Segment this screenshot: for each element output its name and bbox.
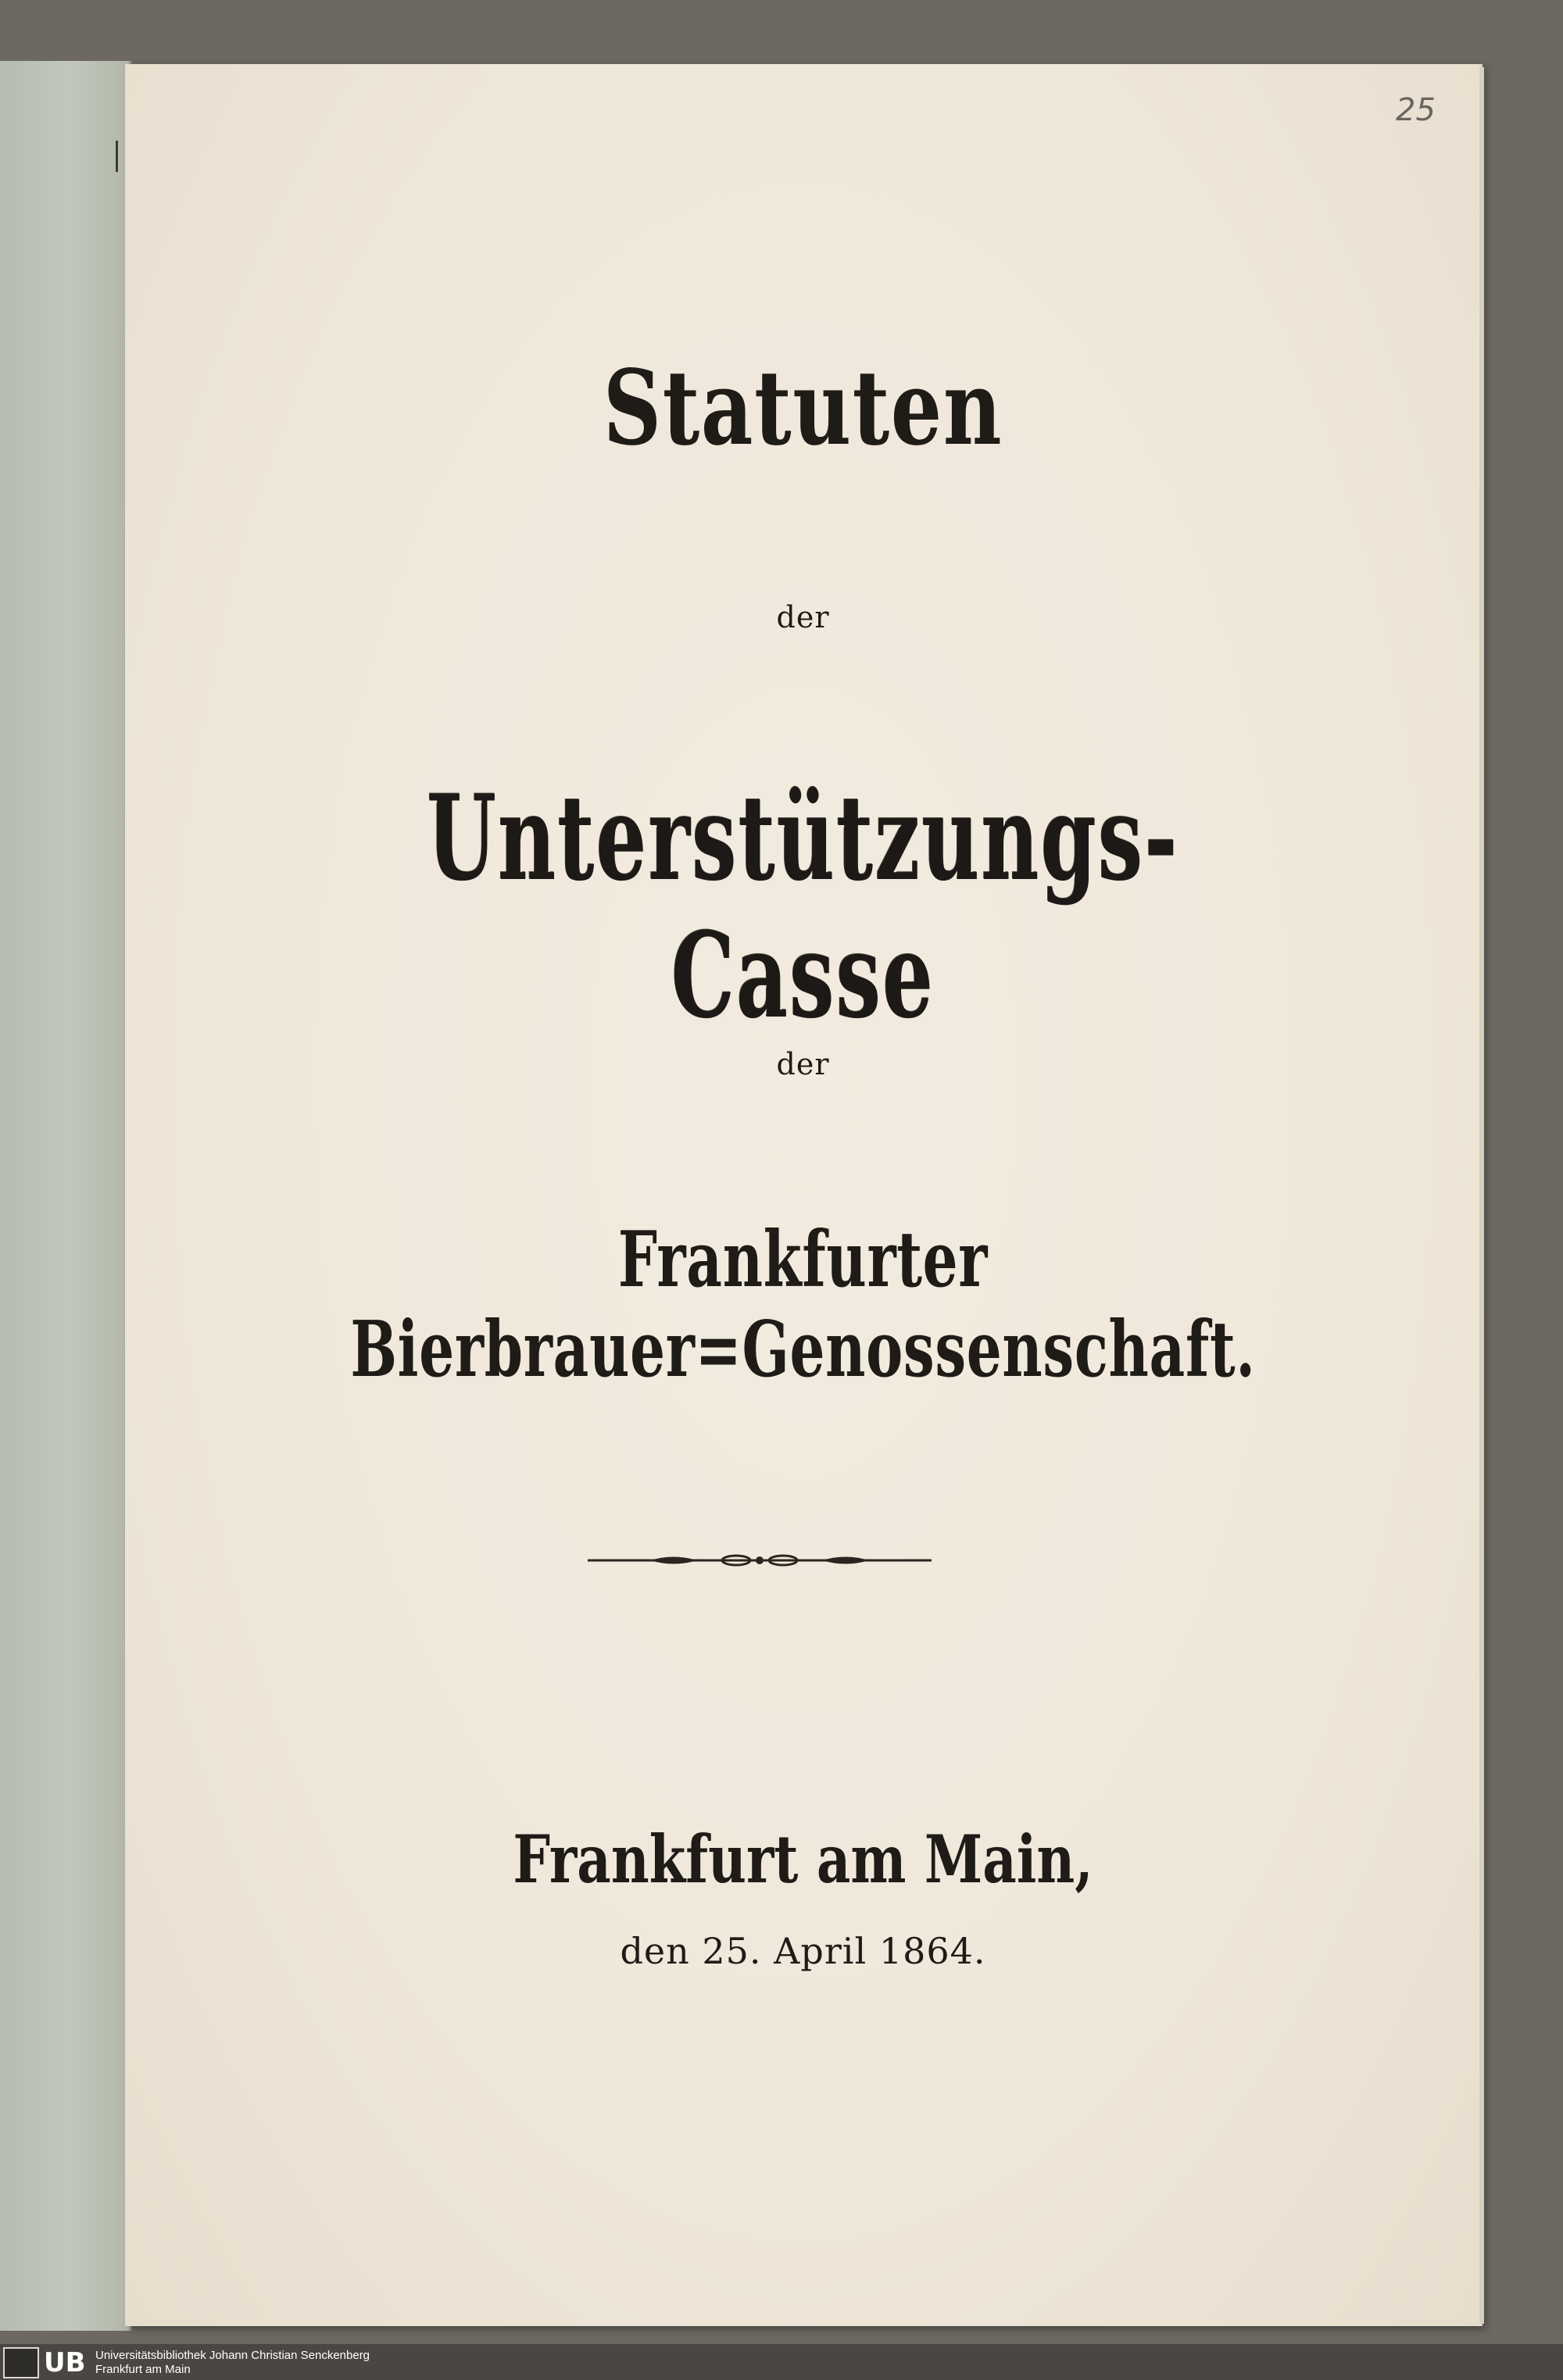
organization-name: Frankfurter Bierbrauer=Genossenschaft. bbox=[350, 1215, 1256, 1395]
place-line: Frankfurt am Main, bbox=[513, 1821, 1093, 1898]
connector-der-1: der bbox=[776, 600, 830, 634]
library-city: Frankfurt am Main bbox=[95, 2363, 191, 2376]
page-edge bbox=[1479, 67, 1484, 2324]
cover-board bbox=[0, 61, 131, 2331]
library-logo bbox=[3, 2347, 88, 2378]
spine-mark bbox=[116, 141, 118, 172]
library-name: Universitätsbibliothek Johann Christian Senckenberg bbox=[95, 2349, 370, 2362]
main-title: Unterstützungs-Casse bbox=[427, 770, 1179, 1045]
date-line: den 25. April 1864. bbox=[620, 1930, 986, 1972]
ornament-divider bbox=[588, 1549, 932, 1572]
connector-der-2: der bbox=[776, 1047, 830, 1081]
logo-text: UB bbox=[44, 2347, 86, 2378]
folio-number: 25 bbox=[1396, 92, 1436, 128]
logo-box-icon bbox=[3, 2347, 39, 2378]
document-title: Statuten bbox=[603, 348, 1003, 469]
